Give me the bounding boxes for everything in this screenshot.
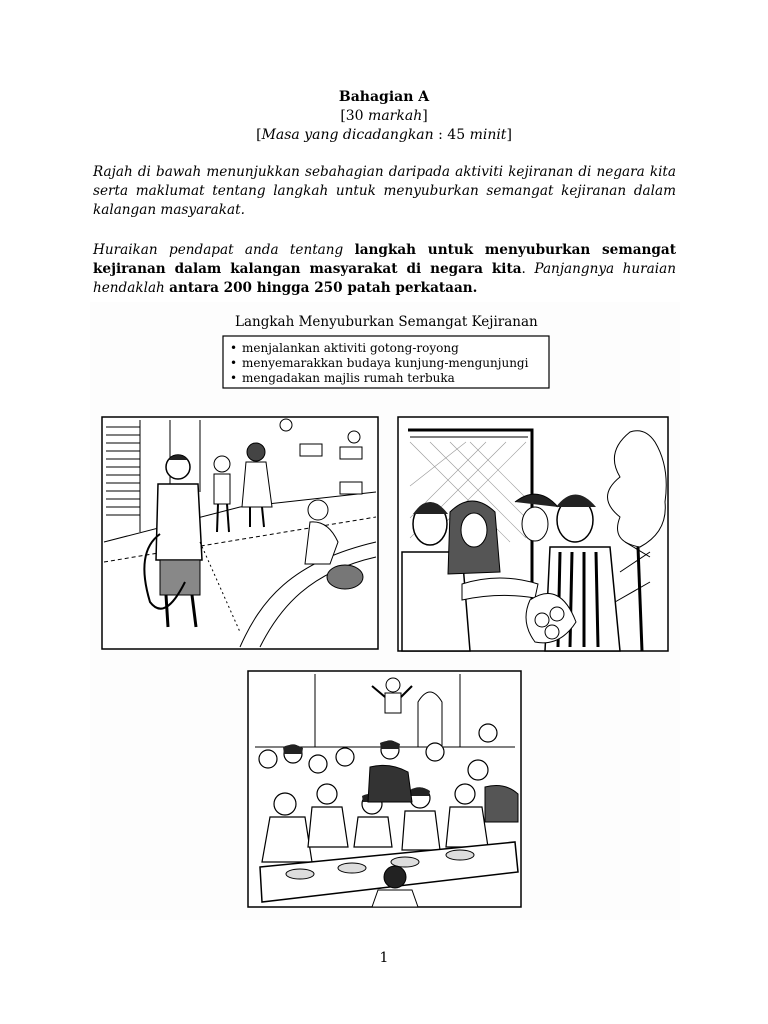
open-house-illustration bbox=[248, 671, 521, 907]
info-bullet-1: • bbox=[230, 341, 238, 355]
info-bullet-3: • bbox=[230, 371, 238, 385]
neighbourhood-figure bbox=[90, 302, 680, 920]
info-item-2: menyemarakkan budaya kunjung-mengunjungi bbox=[242, 356, 529, 370]
gotong-royong-illustration bbox=[102, 417, 378, 649]
question-paragraph: Huraikan pendapat anda tentang langkah untuk menyuburkan semangat kejiranan dalam kalangan masyarakat di negara kita. Panjangnya huraian hendaklah antara 200 hingga 250 patah perkataan. bbox=[93, 242, 676, 296]
intro-paragraph: Rajah di bawah menunjukkan sebahagian daripada aktiviti kejiranan di negara kita serta maklumat tentang langkah untuk menyuburkan semangat kejiranan dalam kalangan masyarakat. bbox=[93, 164, 676, 218]
info-item-1: menjalankan aktiviti gotong-royong bbox=[242, 341, 459, 355]
section-title: Bahagian A bbox=[338, 89, 430, 105]
info-bullet-2: • bbox=[230, 356, 238, 370]
info-box-title: Langkah Menyuburkan Semangat Kejiranan bbox=[235, 314, 538, 330]
time-line: [Masa yang dicadangkan : 45 minit] bbox=[256, 127, 512, 143]
page-number: 1 bbox=[379, 950, 389, 966]
marks-line: [30 markah] bbox=[340, 108, 428, 124]
info-item-3: mengadakan majlis rumah terbuka bbox=[242, 371, 455, 385]
visiting-illustration bbox=[398, 417, 668, 651]
